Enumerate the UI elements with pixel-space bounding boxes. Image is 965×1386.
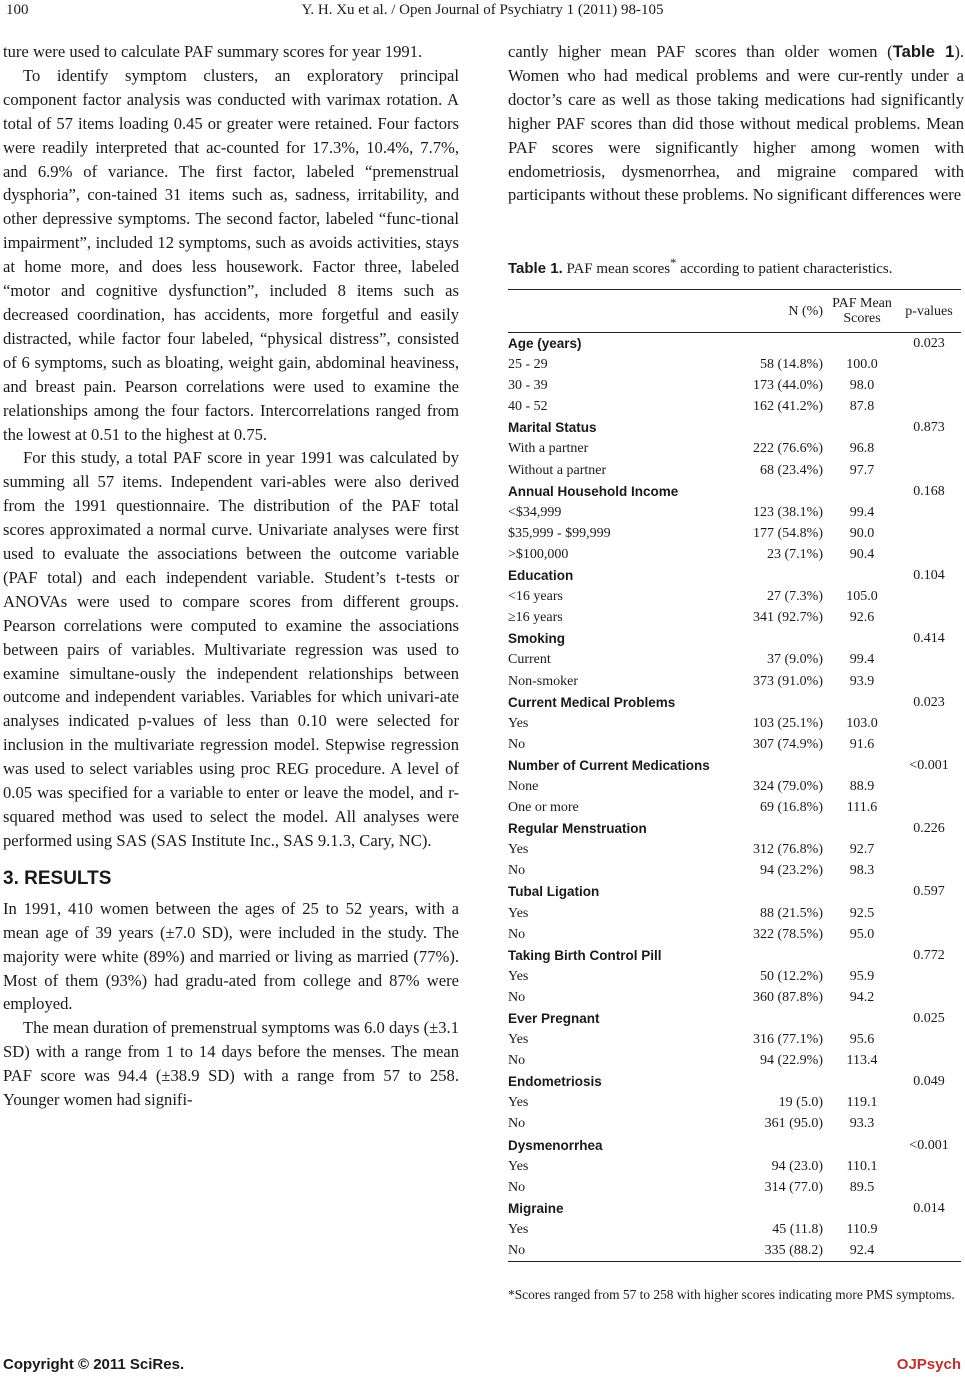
row-score: 90.0 <box>849 525 875 541</box>
table-caption-label: Table 1. <box>508 260 563 277</box>
row-n: 341 (92.7%) <box>753 610 823 626</box>
table-footnote: *Scores ranged from 57 to 258 with higher scores indicating more PMS symptoms. <box>508 1287 955 1302</box>
group-label: Age (years) <box>508 336 582 351</box>
table-group-row <box>508 1071 961 1092</box>
row-n: 312 (76.8%) <box>753 842 823 858</box>
page-footer <box>0 1356 965 1382</box>
data-table <box>508 289 961 1262</box>
paragraph-text: ). Women who had medical problems and were cur-rently under a doctor’s care as well as those taking medications had significantly higher PAF scores than did those without medical problems. Mean PAF scores were significantly higher among women with endometriosis, dysmenorrhea, and migraine compared with participants without these problems. No significant differences were <box>508 42 965 205</box>
group-n-cell <box>713 881 827 902</box>
group-n-cell <box>713 1198 827 1219</box>
row-p-empty <box>897 839 961 860</box>
row-score: 96.8 <box>849 441 875 457</box>
row-p-empty <box>897 924 961 945</box>
row-label: <$34,999 <box>508 504 562 520</box>
group-n-cell <box>713 565 827 586</box>
row-score: 90.4 <box>849 546 875 562</box>
section-heading: 3. RESULTS <box>3 867 112 889</box>
group-n-cell <box>713 1135 827 1156</box>
table-row <box>508 586 961 607</box>
paragraph: To identify symptom clusters, an exploratory principal component factor analysis was conducted with varimax rotation. A total of 57 items loading 0.45 or greater were retained. Four factors were readily interpreted that ac-counted for 17.3%, 10.4%, 7.7%, and 6.9% of variance. The first factor, labeled “premenstrual dysphoria”, con-tained 31 items such as, sadness, irritability, and other depressive symptoms. The second factor, labeled “func-tional impairment”, included 12 symptoms, such as avoids activities, stays at home more, and does less housework. Factor three, labeled “motor and cognitive dysfunction”, included 8 items such as decreased coordination, has accidents, more forgetful and easily distracted, while factor four labeled, “physical distress”, consisted of 6 symptoms, such as bloating, weight gain, abdominal heaviness, and breast pain. Pearson correlations were used to examine the relationships among the four factors. Intercorrelations ranged from the lowest at 0.51 to the highest at 0.75. <box>3 65 459 444</box>
row-label: Yes <box>508 842 529 858</box>
row-label: No <box>508 926 526 942</box>
table-group-row <box>508 333 961 355</box>
row-label: Yes <box>508 905 529 921</box>
group-n-cell <box>713 481 827 502</box>
group-n-cell <box>713 1008 827 1029</box>
row-n: 50 (12.2%) <box>760 968 823 984</box>
group-label: Dysmenorrhea <box>508 1137 603 1153</box>
page-header <box>0 2 965 24</box>
group-p-value: <0.001 <box>909 757 949 773</box>
row-p-empty <box>897 1092 961 1113</box>
group-n-cell <box>713 1071 827 1092</box>
group-p-value: 0.414 <box>913 631 945 647</box>
row-label: Yes <box>508 1032 529 1048</box>
table-group-row <box>508 1198 961 1219</box>
row-p-empty <box>897 1050 961 1071</box>
table-group-row <box>508 818 961 839</box>
table-row <box>508 1177 961 1198</box>
row-n: 324 (79.0%) <box>753 778 823 794</box>
row-p-empty <box>897 903 961 924</box>
row-n: 19 (5.0) <box>778 1095 823 1111</box>
right-column <box>508 40 964 207</box>
row-p-empty <box>897 1177 961 1198</box>
row-label: Without a partner <box>508 462 607 478</box>
group-score-cell <box>827 628 897 649</box>
row-p-empty <box>897 354 961 375</box>
row-label: Yes <box>508 1095 529 1111</box>
row-n: 314 (77.0) <box>764 1179 823 1195</box>
row-label: No <box>508 1053 526 1069</box>
row-n: 335 (88.2) <box>713 1240 827 1262</box>
group-p-value: 0.023 <box>913 336 945 351</box>
table-group-row <box>508 1008 961 1029</box>
row-p-empty <box>897 987 961 1008</box>
table-row <box>508 1240 961 1262</box>
table-row <box>508 1029 961 1050</box>
row-n: 27 (7.3%) <box>767 589 823 605</box>
row-score: 99.4 <box>849 652 875 668</box>
table-row <box>508 375 961 396</box>
group-p-value: 0.873 <box>913 420 945 436</box>
row-n: 307 (74.9%) <box>753 736 823 752</box>
table-row <box>508 671 961 692</box>
table-group-row <box>508 628 961 649</box>
group-n-cell <box>713 333 827 355</box>
row-p-empty <box>897 713 961 734</box>
table-row <box>508 839 961 860</box>
row-n: 361 (95.0) <box>764 1116 823 1132</box>
group-p-value: 0.014 <box>913 1200 945 1216</box>
row-score: 97.7 <box>849 462 875 478</box>
row-score: 98.0 <box>849 378 875 394</box>
row-label: Non-smoker <box>508 673 578 689</box>
paragraph: In 1991, 410 women between the ages of 25 to 52 years, with a mean age of 39 years (±7.0 SD), were included in the study. The majority were white (89%) and married or living as married (77%). Most of them (93%) had gradu-ated from college and 87% were employed. <box>3 898 459 1014</box>
row-label: <16 years <box>508 589 563 605</box>
group-p-value: 0.168 <box>913 483 945 499</box>
table-row <box>508 460 961 481</box>
row-score: 95.0 <box>849 926 875 942</box>
group-score-cell <box>827 1135 897 1156</box>
row-label: No <box>508 736 526 752</box>
row-n: 94 (22.9%) <box>760 1053 823 1069</box>
row-score: 110.1 <box>846 1158 878 1174</box>
group-p-value: 0.049 <box>913 1074 945 1090</box>
group-n-cell <box>713 755 827 776</box>
row-n: 94 (23.2%) <box>760 863 823 879</box>
table-row <box>508 523 961 544</box>
row-score: 91.6 <box>849 736 875 752</box>
row-score: 119.1 <box>846 1095 878 1111</box>
column-header-paf-mean <box>827 290 897 333</box>
row-n: 373 (91.0%) <box>753 673 823 689</box>
row-p-empty <box>897 544 961 565</box>
row-score: 94.2 <box>849 989 875 1005</box>
row-label: Yes <box>508 1158 529 1174</box>
row-label: Yes <box>508 1221 529 1237</box>
table-group-row <box>508 881 961 902</box>
table-row <box>508 903 961 924</box>
row-n: 45 (11.8) <box>772 1221 823 1237</box>
table-reference-link[interactable]: Table 1 <box>892 42 955 61</box>
table-row <box>508 544 961 565</box>
group-label: Education <box>508 568 574 584</box>
row-score: 100.0 <box>846 357 878 373</box>
group-label: Annual Household Income <box>508 483 679 499</box>
row-score: 92.7 <box>849 842 875 858</box>
table-row <box>508 649 961 670</box>
row-score: 93.9 <box>849 673 875 689</box>
row-label: Current <box>508 652 551 668</box>
row-label: No <box>508 1116 526 1132</box>
table-group-row <box>508 565 961 586</box>
row-score: 105.0 <box>846 589 878 605</box>
table-row <box>508 987 961 1008</box>
header-row <box>508 290 961 333</box>
group-score-cell <box>827 333 897 355</box>
row-n: 316 (77.1%) <box>753 1032 823 1048</box>
row-label: No <box>508 1179 526 1195</box>
group-label: Current Medical Problems <box>508 694 676 710</box>
column-header-paf-line2: Scores <box>843 311 881 326</box>
table-row <box>508 607 961 628</box>
row-score: 99.4 <box>849 504 875 520</box>
paragraph <box>508 40 964 207</box>
paragraph: The mean duration of premenstrual symptoms was 6.0 days (±3.1 SD) with a range from 1 to 14 days before the menses. The mean PAF score was 94.4 (±38.9 SD) with a range from 57 to 258. Younger women had signifi- <box>3 1018 459 1110</box>
row-n: 123 (38.1%) <box>753 504 823 520</box>
row-n: 37 (9.0%) <box>767 652 823 668</box>
row-score: 111.6 <box>846 800 878 816</box>
table-row <box>508 776 961 797</box>
row-label: No <box>508 1240 713 1262</box>
row-n: 103 (25.1%) <box>753 715 823 731</box>
row-label: Yes <box>508 715 529 731</box>
row-score: 95.6 <box>849 1032 875 1048</box>
row-n: 222 (76.6%) <box>753 441 823 457</box>
row-n: 69 (16.8%) <box>760 800 823 816</box>
row-p-empty <box>897 586 961 607</box>
group-p-value: 0.104 <box>913 568 945 584</box>
row-score: 93.3 <box>849 1116 875 1132</box>
table-group-row <box>508 755 961 776</box>
table-row <box>508 1050 961 1071</box>
group-score-cell <box>827 692 897 713</box>
table-group-row <box>508 1135 961 1156</box>
paragraph: ture were used to calculate PAF summary scores for year 1991. <box>3 42 423 61</box>
table-row <box>508 734 961 755</box>
table-row <box>508 396 961 417</box>
row-n: 322 (78.5%) <box>753 926 823 942</box>
row-n: 162 (41.2%) <box>753 399 823 415</box>
group-label: Taking Birth Control Pill <box>508 947 662 963</box>
row-label: ≥16 years <box>508 610 563 626</box>
row-p-empty <box>897 649 961 670</box>
table-body <box>508 333 961 1262</box>
row-p-empty <box>897 375 961 396</box>
row-n: 94 (23.0) <box>771 1158 823 1174</box>
group-score-cell <box>827 881 897 902</box>
row-label: >$100,000 <box>508 546 569 562</box>
table-caption-text: PAF mean scores <box>562 261 671 277</box>
journal-abbreviation: OJPsych <box>896 1356 961 1373</box>
group-score-cell <box>827 755 897 776</box>
row-label: 40 - 52 <box>508 399 548 415</box>
table-caption-text: according to patient characteristics. <box>676 261 893 277</box>
group-score-cell <box>827 945 897 966</box>
row-p-empty <box>897 776 961 797</box>
row-label: No <box>508 989 526 1005</box>
row-n: 88 (21.5%) <box>760 905 823 921</box>
page-number: 100 <box>6 2 29 18</box>
left-column <box>3 40 459 1112</box>
table-row <box>508 860 961 881</box>
footnote-marker: * <box>670 256 677 270</box>
group-label: Endometriosis <box>508 1074 602 1090</box>
group-p-value: 0.226 <box>913 821 945 837</box>
row-p-empty <box>897 438 961 459</box>
table-row <box>508 1092 961 1113</box>
row-p-empty <box>897 460 961 481</box>
row-label: None <box>508 778 539 794</box>
row-p-empty <box>897 966 961 987</box>
row-score: 98.3 <box>849 863 875 879</box>
group-p-value: 0.597 <box>913 884 945 900</box>
row-p-empty <box>897 671 961 692</box>
table-caption <box>508 256 964 278</box>
row-p-empty <box>897 607 961 628</box>
row-p-empty <box>897 1113 961 1134</box>
group-p-value: 0.772 <box>913 947 945 963</box>
row-label: No <box>508 863 526 879</box>
row-score: 95.9 <box>849 968 875 984</box>
group-label: Number of Current Medications <box>508 757 710 773</box>
table-row <box>508 1219 961 1240</box>
row-label: With a partner <box>508 441 589 457</box>
row-label: $35,999 - $99,999 <box>508 525 611 541</box>
row-score: 87.8 <box>849 399 875 415</box>
group-n-cell <box>713 945 827 966</box>
row-score: 113.4 <box>846 1053 878 1069</box>
row-p-empty <box>897 860 961 881</box>
row-score: 103.0 <box>846 715 878 731</box>
row-n: 68 (23.4%) <box>760 462 823 478</box>
row-label: One or more <box>508 800 579 816</box>
group-n-cell <box>713 692 827 713</box>
row-score: 88.9 <box>849 778 875 794</box>
row-score: 92.5 <box>849 905 875 921</box>
paragraph-text: cantly higher mean PAF scores than older women ( <box>508 42 893 61</box>
group-score-cell <box>827 1008 897 1029</box>
group-score-cell <box>827 565 897 586</box>
row-p-empty <box>897 1240 961 1262</box>
group-p-value: 0.025 <box>913 1011 945 1026</box>
row-score: 92.4 <box>827 1240 897 1262</box>
row-score: 110.9 <box>846 1221 878 1237</box>
table-group-row <box>508 481 961 502</box>
table-group-row <box>508 417 961 438</box>
table-row <box>508 966 961 987</box>
group-label: Smoking <box>508 631 566 647</box>
column-header-paf-line1: PAF Mean <box>832 296 892 311</box>
table-group-row <box>508 945 961 966</box>
row-p-empty <box>897 797 961 818</box>
row-p-empty <box>897 1156 961 1177</box>
group-n-cell <box>713 417 827 438</box>
row-p-empty <box>897 396 961 417</box>
table-row <box>508 924 961 945</box>
row-p-empty <box>897 734 961 755</box>
table-row <box>508 502 961 523</box>
table-row <box>508 1113 961 1134</box>
row-n: 58 (14.8%) <box>760 357 823 373</box>
row-n: 177 (54.8%) <box>753 525 823 541</box>
group-score-cell <box>827 1071 897 1092</box>
group-p-value: 0.023 <box>913 694 945 710</box>
group-score-cell <box>827 818 897 839</box>
row-p-empty <box>897 1219 961 1240</box>
group-label: Ever Pregnant <box>508 1011 600 1026</box>
row-label: 25 - 29 <box>508 357 548 373</box>
row-p-empty <box>897 1029 961 1050</box>
column-header-p-values: p-values <box>897 290 961 333</box>
group-label: Marital Status <box>508 420 597 436</box>
running-title: Y. H. Xu et al. / Open Journal of Psychiatry 1 (2011) 98-105 <box>301 2 664 18</box>
table-row <box>508 438 961 459</box>
group-score-cell <box>827 481 897 502</box>
group-score-cell <box>827 417 897 438</box>
table-group-row <box>508 692 961 713</box>
row-score: 92.6 <box>849 610 875 626</box>
group-label: Regular Menstruation <box>508 821 647 837</box>
group-score-cell <box>827 1198 897 1219</box>
table-header <box>508 290 961 333</box>
row-n: 23 (7.1%) <box>767 546 823 562</box>
group-n-cell <box>713 818 827 839</box>
row-p-empty <box>897 502 961 523</box>
row-n: 173 (44.0%) <box>753 378 823 394</box>
paragraph: For this study, a total PAF score in year 1991 was calculated by summing all 57 items. Independent vari-ables were also derived from the 1991 questionnaire. The distribution of the PAF total scores approximated a normal curve. Univariate analyses were first used to evaluate the associations between the outcome variable (PAF total) and each independent variable. Student’s t-tests or ANOVAs were used to compare scores from different groups. Pearson correlations were computed to examine the associations between pairs of variables. Multivariate regression was used to examine simultane-ously the independent relationships between outcome and independent variables. Variables for which univari-ate analyses indicated p-values of less than 0.10 were selected for inclusion in the multivariate regression model. Stepwise regression was used to select variables using proc REG procedure. A level of 0.05 was specified for a variable to enter or leave the model, and r-squared method was used to select the model. All analyses were performed using SAS (SAS Institute Inc., SAS 9.1.3, Cary, NC). <box>3 448 459 850</box>
group-n-cell <box>713 628 827 649</box>
row-label: 30 - 39 <box>508 378 548 394</box>
row-score: 89.5 <box>849 1179 875 1195</box>
row-p-empty <box>897 523 961 544</box>
table-row <box>508 1156 961 1177</box>
column-header-variable <box>508 290 713 333</box>
group-label: Tubal Ligation <box>508 884 600 900</box>
group-label: Migraine <box>508 1200 564 1216</box>
table-row <box>508 713 961 734</box>
table-row <box>508 797 961 818</box>
copyright-notice: Copyright © 2011 SciRes. <box>3 1356 185 1373</box>
row-n: 360 (87.8%) <box>753 989 823 1005</box>
column-header-n: N (%) <box>713 290 827 333</box>
row-label: Yes <box>508 968 529 984</box>
table-row <box>508 354 961 375</box>
group-p-value: <0.001 <box>909 1137 949 1153</box>
